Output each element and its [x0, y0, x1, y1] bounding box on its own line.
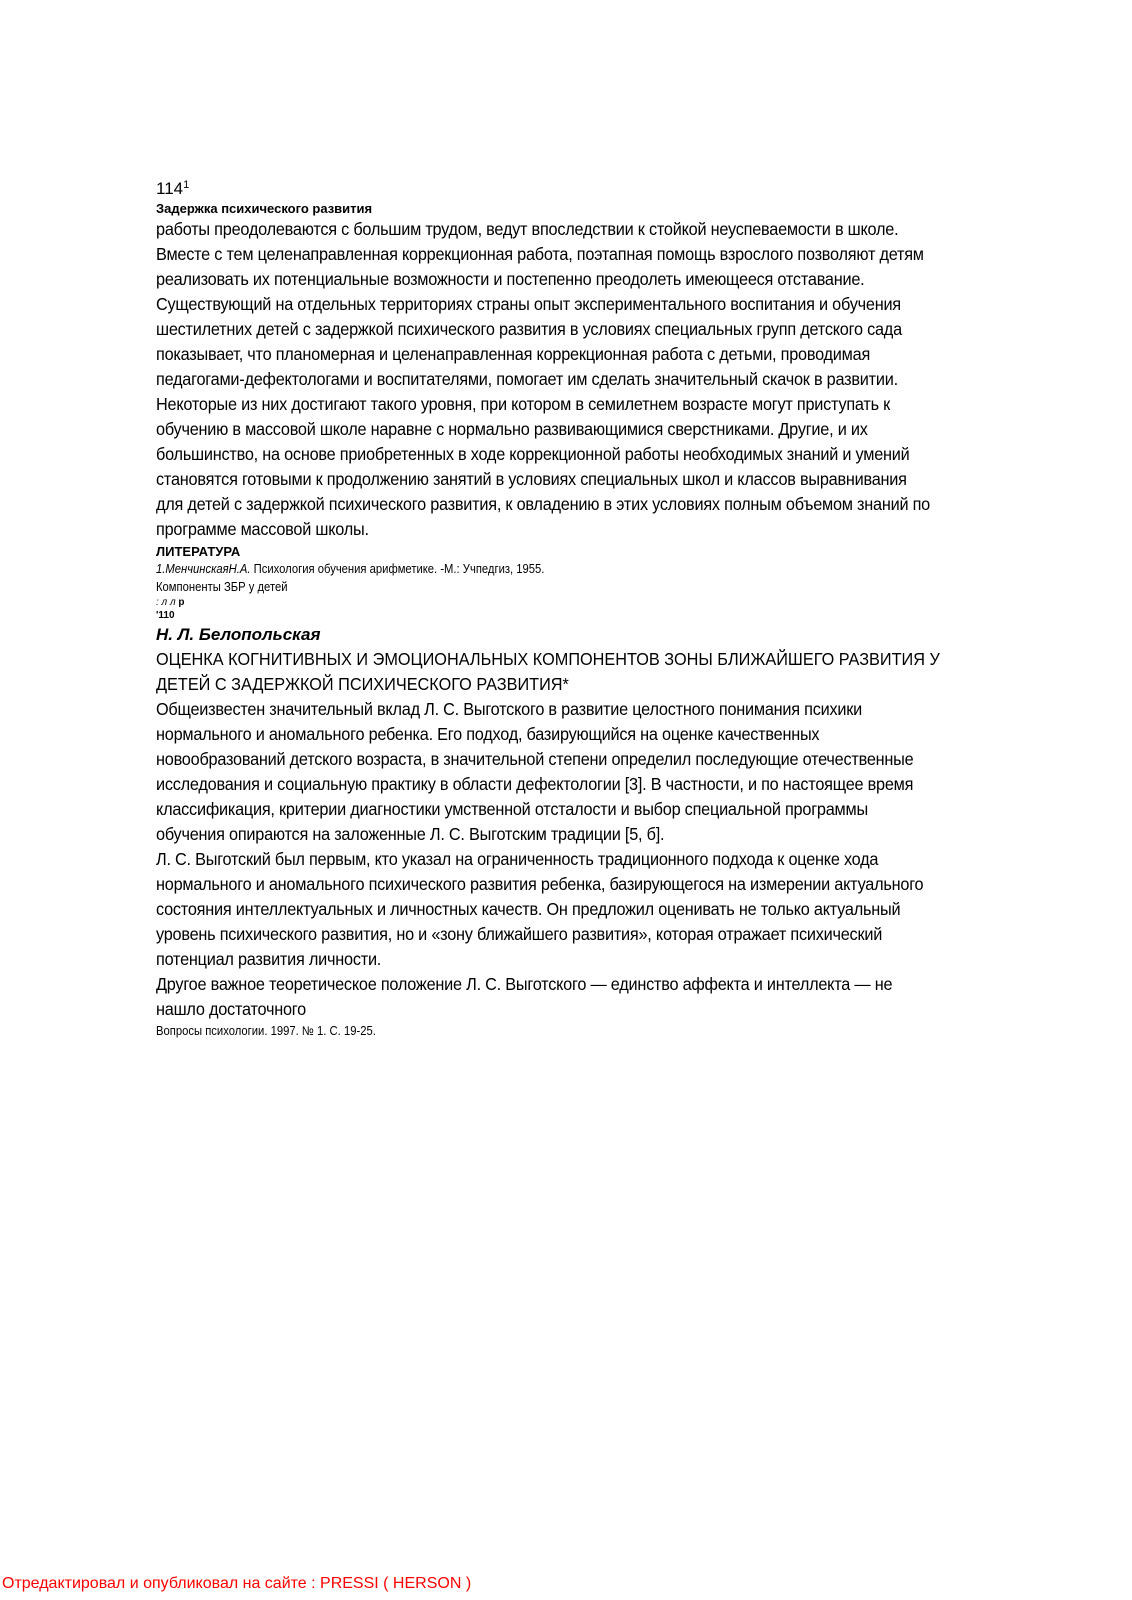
text-line: Общеизвестен значительный вклад Л. С. Выготского в развитие целостного понимания психики	[156, 699, 863, 719]
text-line: состояния интеллектуальных и личностных качеств. Он предложил оценивать не только актуальный	[156, 899, 901, 919]
site-footer: Отредактировал и опубликовал на сайте : PRESSI ( HERSON )	[2, 1575, 472, 1592]
header-fragment-bold: р	[175, 597, 185, 608]
text-line: уровень психического развития, но и «зону ближайшего развития», которая отражает психический	[156, 924, 883, 944]
text-line: обучения опираются на заложенные Л. С. Выготским традиции [5, б].	[156, 824, 665, 844]
text-line: обучению в массовой школе наравне с нормально развивающимися сверстниками. Другие, и их	[156, 419, 868, 439]
text-line: Существующий на отдельных территориях страны опыт экспериментального воспитания и обучения	[156, 294, 901, 314]
article-body	[156, 697, 1055, 1022]
text-line: нормального и аномального психического развития ребенка, базирующегося на измерении актуального	[156, 874, 924, 894]
text-line: реализовать их потенциальные возможности и постепенно преодолеть имеющееся отставание.	[156, 269, 865, 289]
text-line: нормального и аномального ребенка. Его подход, базирующийся на оценке качественных	[156, 724, 820, 744]
text-line: шестилетних детей с задержкой психического развития в условиях специальных групп детского сада	[156, 319, 902, 339]
section1-text	[156, 217, 1055, 542]
article-author: Н. Л. Белопольская	[156, 625, 321, 644]
page-content	[156, 175, 1056, 1040]
text-line: Некоторые из них достигают такого уровня, при котором в семилетнем возрасте могут приступать к	[156, 394, 891, 414]
article-title	[156, 647, 1055, 697]
header-fragment-italic: : л л	[156, 597, 176, 608]
literature-reference	[156, 560, 1056, 578]
title-line: ОЦЕНКА КОГНИТИВНЫХ И ЭМОЦИОНАЛЬНЫХ КОМПОНЕНТОВ ЗОНЫ БЛИЖАЙШЕГО РАЗВИТИЯ У	[156, 649, 940, 669]
text-line: Л. С. Выготский был первым, кто указал на ограниченность традиционного подхода к оценке хода	[156, 849, 879, 869]
text-line: нашло достаточного	[156, 999, 306, 1019]
title-line: ДЕТЕЙ С ЗАДЕРЖКОЙ ПСИХИЧЕСКОГО РАЗВИТИЯ*	[156, 674, 569, 694]
text-line: Другое важное теоретическое положение Л. С. Выготского — единство аффекта и интеллекта — не	[156, 974, 893, 994]
page-reference: '110	[156, 610, 175, 621]
text-line: большинство, на основе приобретенных в ходе коррекционной работы необходимых знаний и умений	[156, 444, 910, 464]
text-line: педагогами-дефектологами и воспитателями, помогает им сделать значительный скачок в развитии.	[156, 369, 898, 389]
reference-author: 1.МенчинскаяН.А.	[156, 562, 251, 576]
reference-text: Психология обучения арифметике. -М.: Учпедгиз, 1955.	[250, 562, 545, 576]
text-line: новообразований детского возраста, в значительной степени определил последующие отечественные	[156, 749, 914, 769]
text-line: исследования и социальную практику в области дефектологии [3]. В частности, и по настоящее время	[156, 774, 914, 794]
text-line: Вместе с тем целенаправленная коррекционная работа, поэтапная помощь взрослого позволяют детям	[156, 244, 924, 264]
next-running-head: Компоненты ЗБР у детей	[156, 580, 288, 594]
text-line: программе массовой школы.	[156, 519, 369, 539]
text-line: классификация, критерии диагностики умственной отсталости и выбор специальной программы	[156, 799, 868, 819]
text-line: показывает, что планомерная и целенаправленная коррекционная работа с детьми, проводимая	[156, 344, 871, 364]
running-head: Задержка психического развития	[156, 201, 373, 216]
text-line: для детей с задержкой психического развития, к овладению в этих условиях полным объемом знаний по	[156, 494, 931, 514]
page-number-value: 114	[156, 179, 184, 198]
text-line: становятся готовыми к продолжению занятий в условиях специальных школ и классов выравнивания	[156, 469, 907, 489]
page-number-superscript: 1	[183, 179, 190, 191]
page-number	[156, 175, 1056, 199]
literature-heading: ЛИТЕРАТУРА	[156, 544, 241, 559]
text-line: работы преодолеваются с большим трудом, ведут впоследствии к стойкой неуспеваемости в школе.	[156, 219, 899, 239]
header-fragment	[156, 596, 1056, 609]
article-footnote: Вопросы психологии. 1997. № 1. С. 19-25.	[156, 1024, 376, 1038]
text-line: потенциал развития личности.	[156, 949, 382, 969]
